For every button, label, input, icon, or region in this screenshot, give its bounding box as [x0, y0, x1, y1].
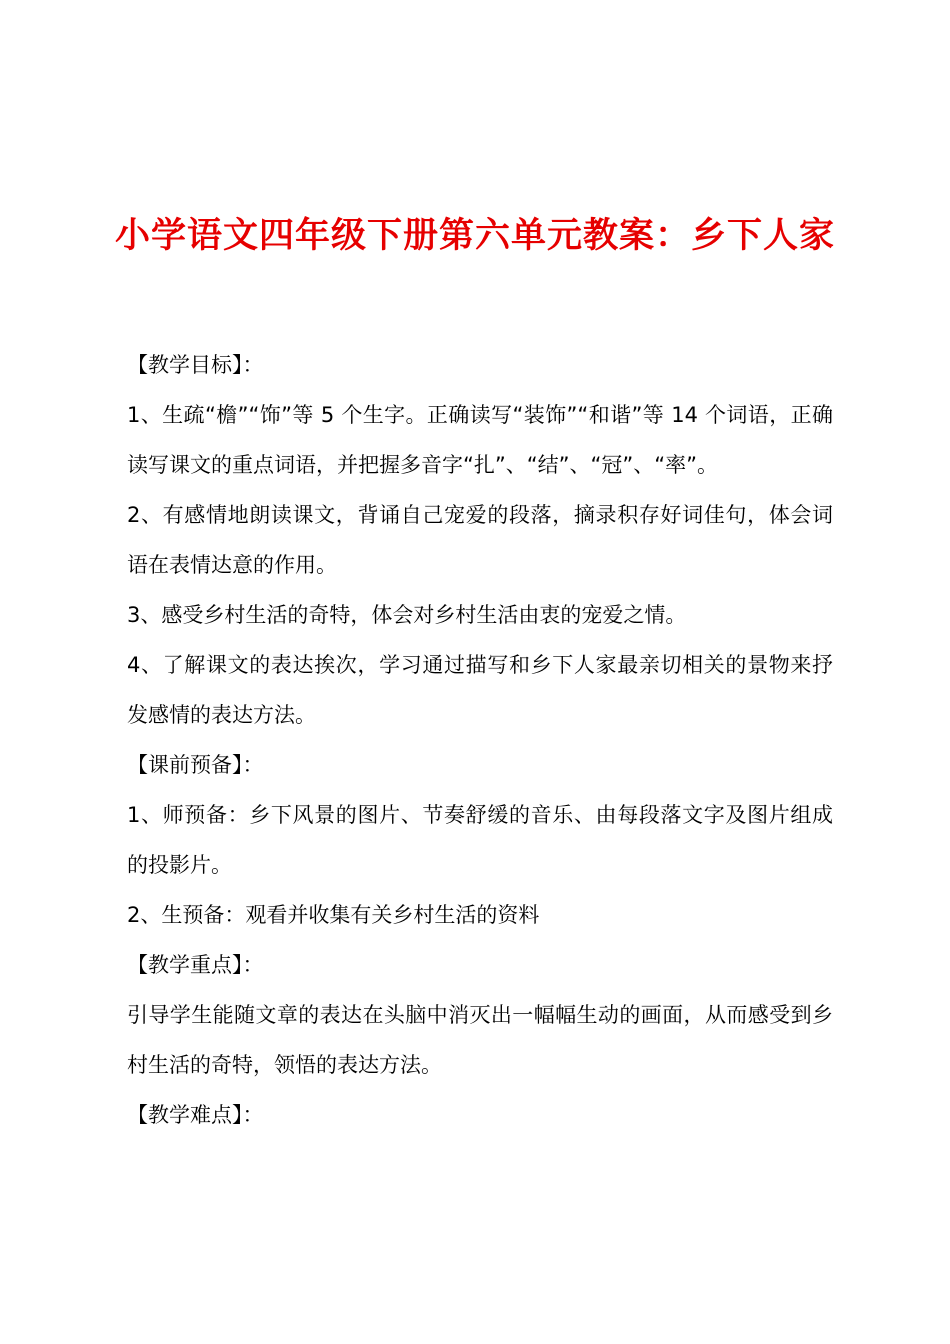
preparation-item-1: 1、师预备：乡下风景的图片、节奏舒缓的音乐、由每段落文字及图片组成的投影片。 — [127, 803, 833, 877]
section-heading-objectives: 【教学目标】： — [127, 353, 264, 377]
key-points-text: 引导学生能随文章的表达在头脑中消灭出一幅幅生动的画面，从而感受到乡村生活的奇特，领悟的表达方法。 — [127, 1003, 833, 1077]
section-heading-preparation: 【课前预备】： — [127, 753, 264, 777]
objective-item-3: 3、感受乡村生活的奇特，体会对乡村生活由衷的宠爱之情。 — [127, 603, 687, 627]
objective-item-4: 4、了解课文的表达挨次，学习通过描写和乡下人家最亲切相关的景物来抒发感情的表达方法。 — [127, 653, 833, 727]
objective-item-1: 1、生疏“檐”“饰”等 5 个生字。正确读写“装饰”“和谐”等 14 个词语，正确读写课文的重点词语，并把握多音字“扎”、“结”、“冠”、“率”。 — [127, 403, 833, 477]
document-body — [127, 340, 833, 1140]
preparation-item-2: 2、生预备：观看并收集有关乡村生活的资料 — [127, 903, 540, 927]
section-heading-difficulties: 【教学难点】： — [127, 1103, 264, 1127]
objective-item-2: 2、有感情地朗读课文，背诵自己宠爱的段落，摘录积存好词佳句，体会词语在表情达意的作用。 — [127, 503, 833, 577]
section-heading-key-points: 【教学重点】： — [127, 953, 264, 977]
document-title: 小学语文四年级下册第六单元教案：乡下人家 — [114, 215, 835, 256]
